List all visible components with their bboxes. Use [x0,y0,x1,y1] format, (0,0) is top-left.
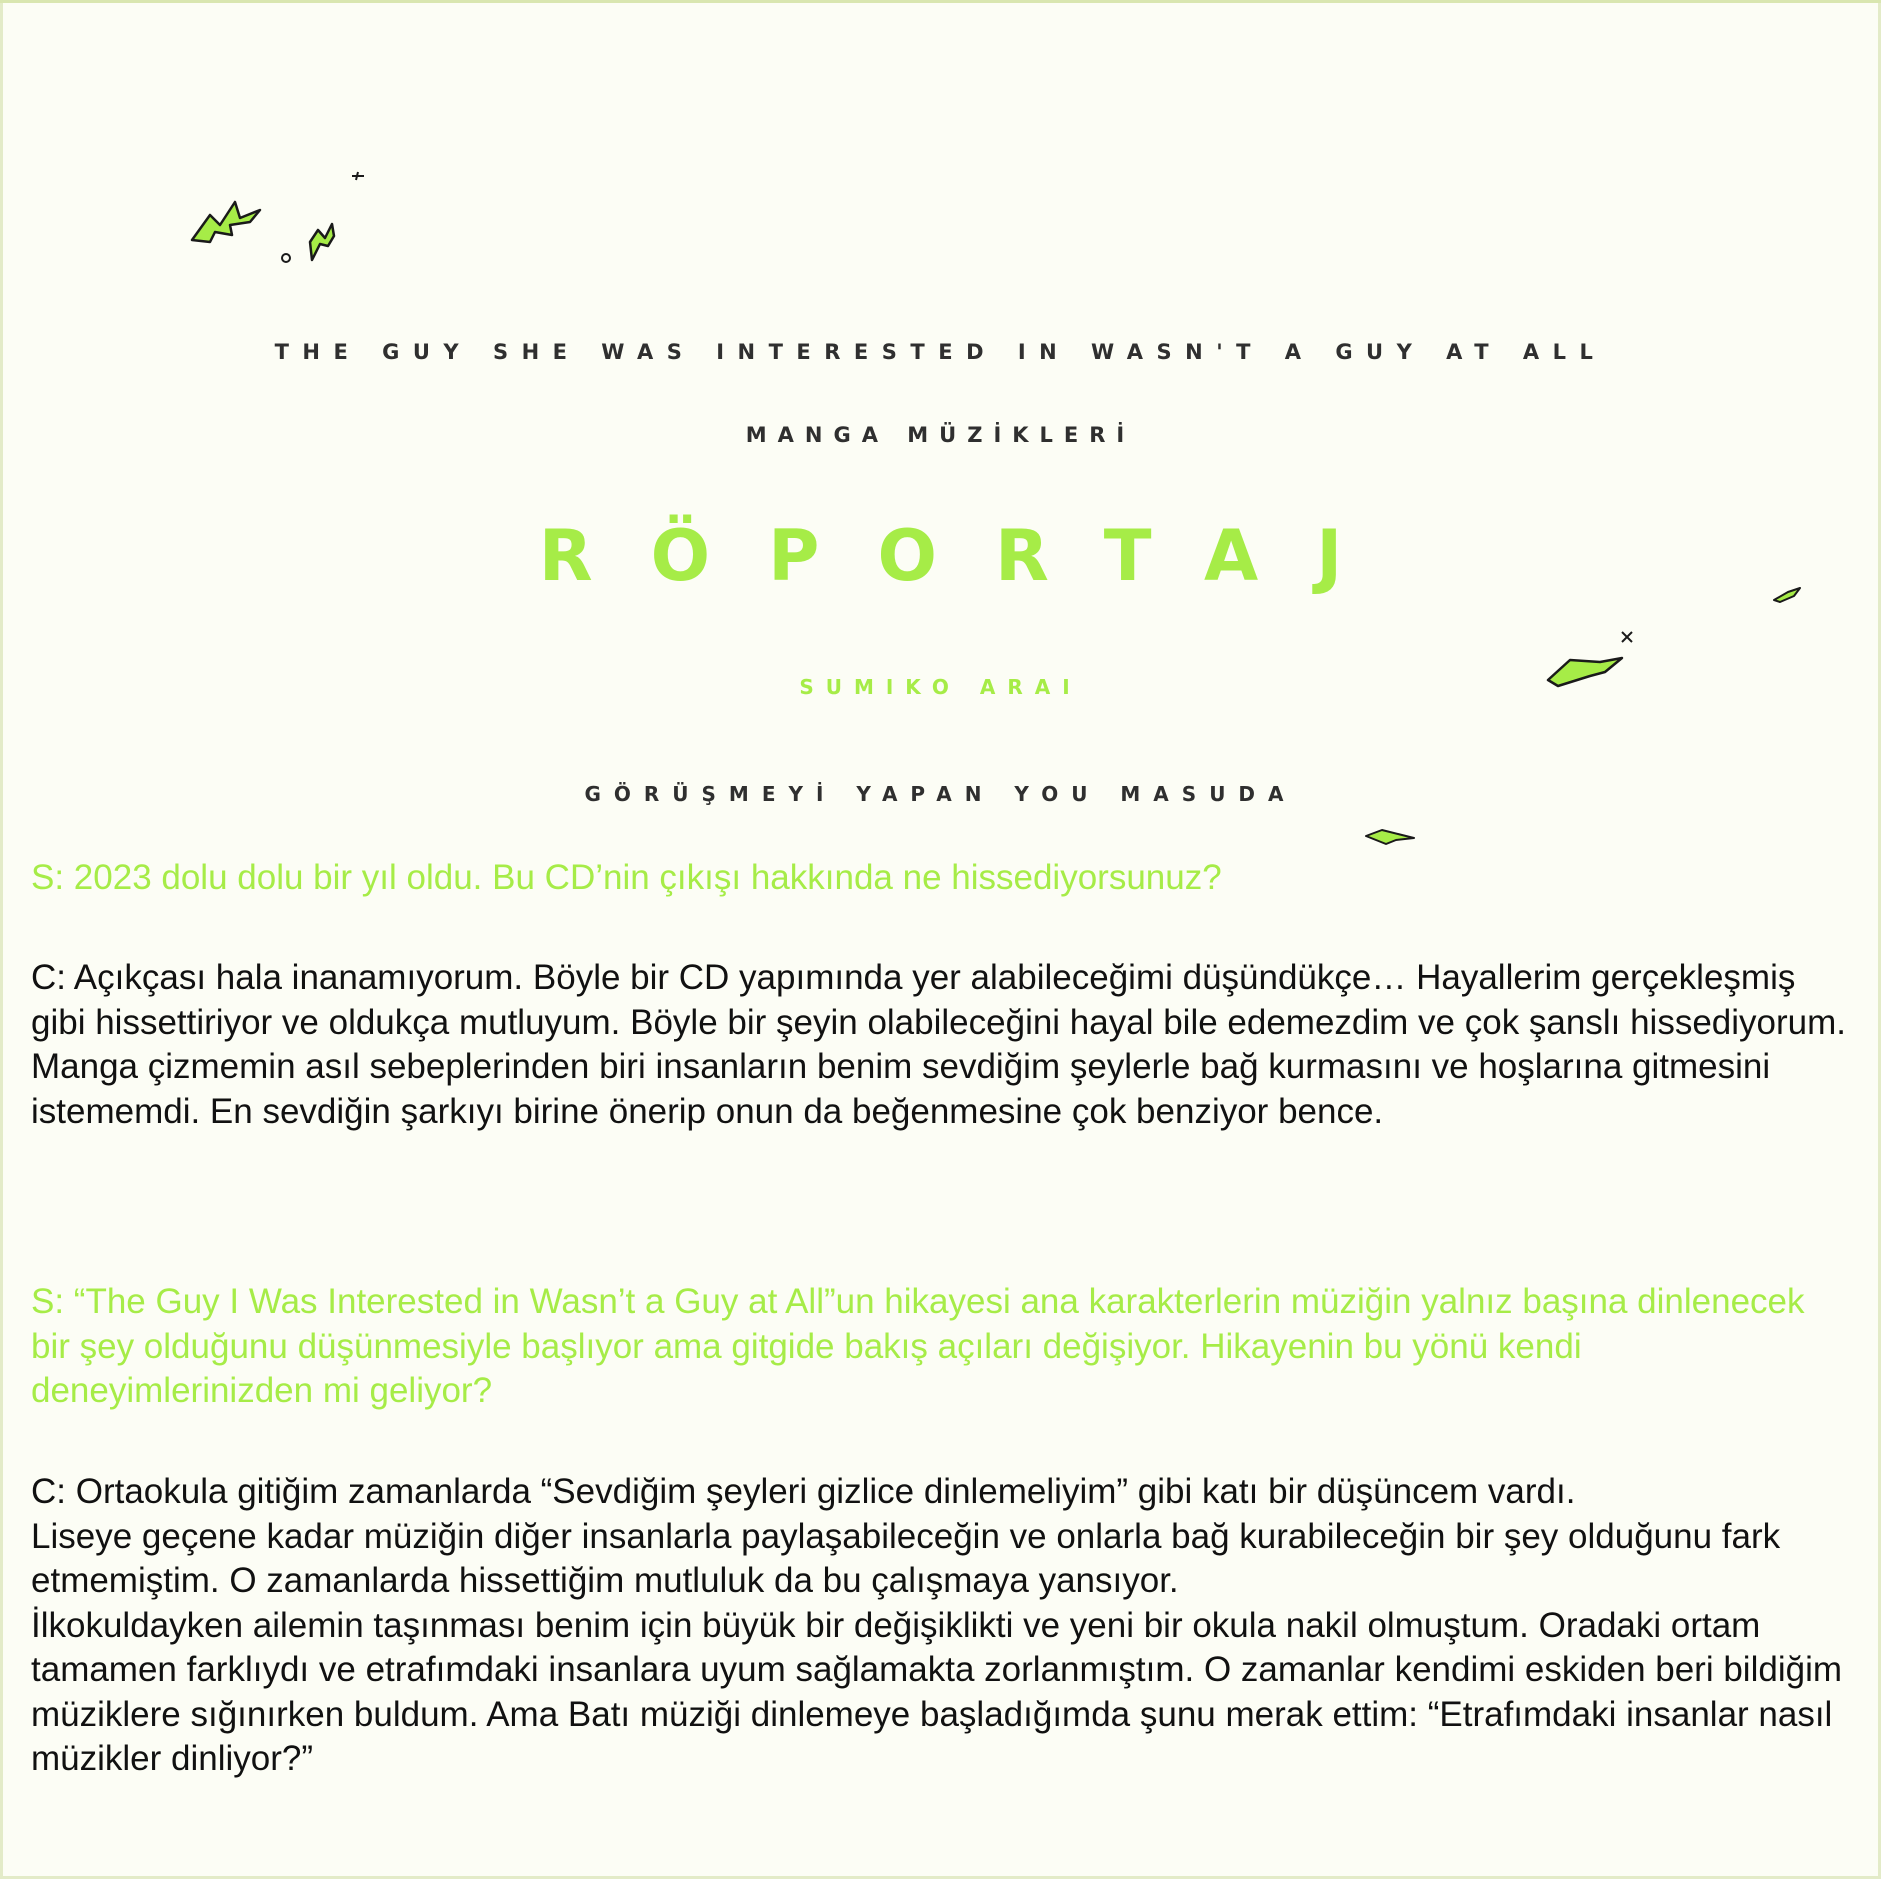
leaf-icon [192,202,260,242]
answer-2-paragraph: İlkokuldayken ailemin taşınması benim için büyük bir değişiklikti ve yeni bir okula nakil olmuştum. Oradaki ortam tamamen farklıydı ve etrafımdaki insanlara uyum sağlamakta zorlanmıştım. O zamanlar kendimi eskiden beri bildiğim müziklere sığınırken buldum. Ama Batı müziği dinlemeye başladığımda şunu merak ettim: “Etrafımdaki insanlar nasıl müzikler dinliyor?” [31,1605,1842,1778]
page-title: RÖPORTAJ [538,515,1401,597]
sparkle-cluster-top-left-icon [180,160,380,280]
answer-2 [31,1470,1851,1782]
series-title: THE GUY SHE WAS INTERESTED IN WASN'T A GUY AT ALL [274,340,1607,364]
question-2 [31,1280,1851,1414]
sparkle-icon [352,172,364,180]
interviewer-credit: GÖRÜŞMEYİ YAPAN YOU MASUDA [584,782,1297,806]
answer-1 [31,956,1851,1134]
dot-icon [282,254,290,262]
answer-1-paragraph: C: Açıkçası hala inanamıyorum. Böyle bir CD yapımında yer alabileceğimi düşündükçe… Hayallerim gerçekleşmiş gibi hissettiriyor ve oldukça mutluyum. Böyle bir şeyin olabileceğini hayal bile edemezdim ve çok şanslı hissediyorum. [31,958,1846,1042]
leaf-small-icon [1360,822,1420,852]
section-label: MANGA MÜZİKLERİ [745,423,1136,447]
author-name: SUMIKO ARAI [799,675,1082,699]
question-2-text: S: “The Guy I Was Interested in Wasn’t a Guy at All”un hikayesi ana karakterlerin müziğin yalnız başına dinlenecek bir şey olduğunu düşünmesiyle başlıyor ama gitgide bakış açıları değişiyor. Hikayenin bu yönü kendi deneyimlerinizden mi geliyor? [31,1282,1805,1410]
question-1 [31,856,1851,901]
question-1-text: S: 2023 dolu dolu bir yıl oldu. Bu CD’nin çıkışı hakkında ne hissediyorsunuz? [31,858,1222,897]
sparkle-icon [1622,632,1632,642]
leaf-icon [310,224,334,260]
answer-2-paragraph: C: Ortaokula gitiğim zamanlarda “Sevdiğim şeyleri gizlice dinlemeliyim” gibi katı bir düşüncem vardı. [31,1472,1576,1511]
answer-2-paragraph: Liseye geçene kadar müziğin diğer insanlarla paylaşabileceğin ve onlarla bağ kurabileceğin bir şey olduğunu fark etmemiştim. O zamanlarda hissettiğim mutluluk da bu çalışmaya yansıyor. [31,1516,1781,1600]
answer-1-paragraph: Manga çizmemin asıl sebeplerinden biri insanların benim sevdiğim şeylerle bağ kurmasını ve hoşlarına gitmesini istememdi. En sevdiğin şarkıyı birine önerip onun da beğenmesine çok benziyor bence. [31,1047,1771,1131]
